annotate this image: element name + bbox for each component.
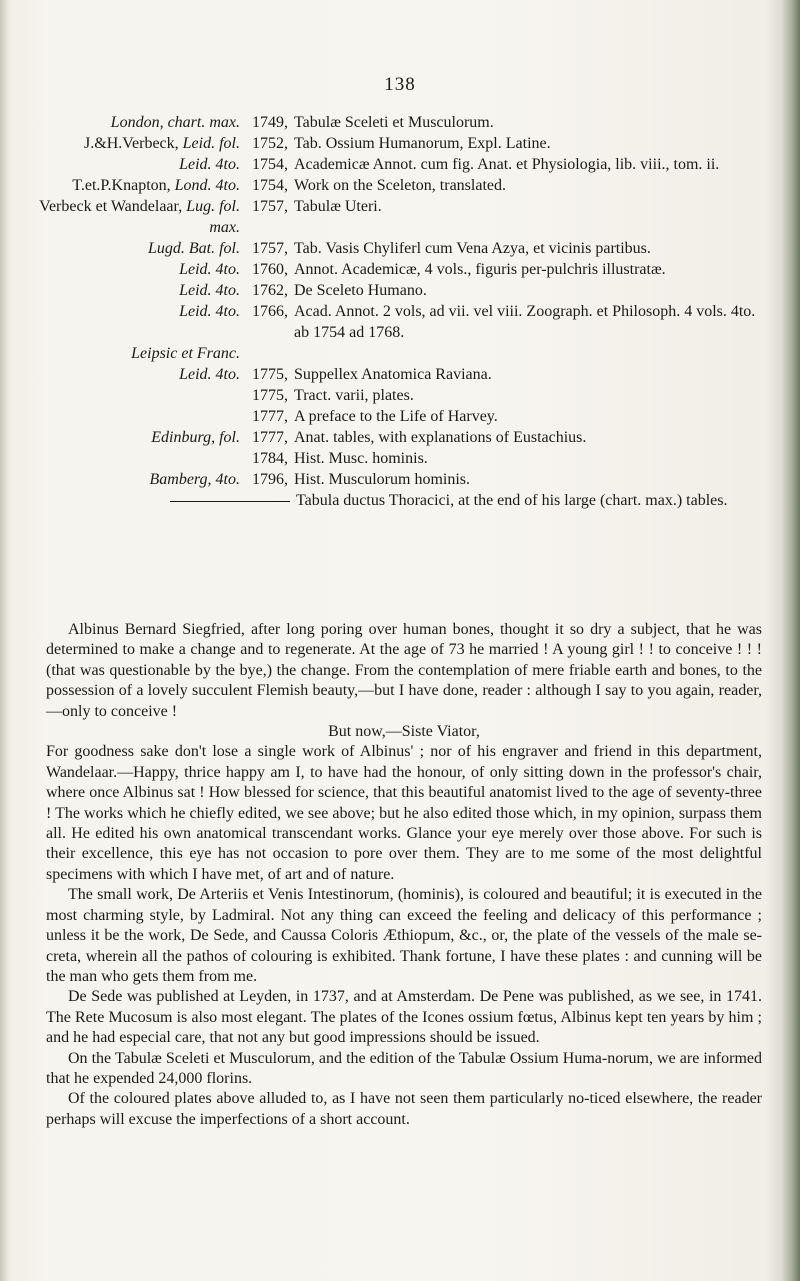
entry-year: 1775, <box>252 387 288 404</box>
entry-year: 1766, <box>252 303 288 320</box>
entry-place-text: Leid. 4to. <box>179 261 240 278</box>
entry-year: 1757, <box>252 240 288 257</box>
entry-place-text: Lugd. Bat. fol. <box>147 240 240 257</box>
paragraph: Of the coloured plates above alluded to, as I have not seen them particularly no-ticed elsewhere, the reader perhaps will excuse the imperfections of a short account. <box>46 1090 762 1128</box>
entry-place <box>30 196 240 238</box>
entry-place-text: Bamberg, 4to. <box>149 471 240 488</box>
entry-title: Hist. Musculorum hominis. <box>294 471 471 488</box>
bibliography-entry <box>30 259 770 280</box>
entry-publisher: Verbeck et Wandelaar, <box>39 198 187 215</box>
entry-year: 1777, <box>252 429 288 446</box>
tabula-dash <box>170 501 290 502</box>
entry-publisher: T.et.P.Knapton, <box>72 177 175 194</box>
entry-title: Anat. tables, with explanations of Eustachius. <box>294 429 587 446</box>
entry-place-text: Leid. 4to. <box>179 282 240 299</box>
tabula-text-content: Tabula ductus Thoracici, at the end of his large (chart. max.) tables. <box>296 492 728 509</box>
bibliography-entry <box>30 196 770 238</box>
entry-year: 1777, <box>252 408 288 425</box>
entry-title: Tabulæ Uteri. <box>294 198 382 215</box>
bibliography-entry <box>30 175 770 196</box>
body-text <box>46 620 762 1130</box>
page-left-edge <box>0 0 10 1281</box>
entry-year: 1754, <box>252 177 288 194</box>
entry-place-text: Leid. 4to. <box>179 303 240 320</box>
paragraph-centered: But now,—Siste Viator, <box>328 723 480 741</box>
entry-title: Tract. varii, plates. <box>294 387 414 404</box>
bibliography-entry <box>30 280 770 301</box>
bibliography-entry <box>30 301 770 343</box>
entry-place-text: Leid. 4to. <box>179 156 240 173</box>
entry-place <box>30 364 240 385</box>
tabula-text <box>170 490 770 511</box>
entry-place-text: Lond. 4to. <box>174 177 240 194</box>
entry-place <box>30 133 240 154</box>
entry-title: Annot. Academicæ, 4 vols., figuris per-pulchris illustratæ. <box>294 261 666 278</box>
entry-title: Suppellex Anatomica Raviana. <box>294 366 492 383</box>
entry-title: De Sceleto Humano. <box>294 282 427 299</box>
bibliography-entry <box>30 427 770 448</box>
entry-place <box>30 112 240 133</box>
entry-year: 1757, <box>252 198 288 215</box>
bibliography-entry <box>30 238 770 259</box>
tabula-line <box>30 490 770 511</box>
entry-title: Tab. Ossium Humanorum, Expl. Latine. <box>294 135 551 152</box>
entry-place-text: Leid. 4to. <box>179 366 240 383</box>
paragraph: For goodness sake don't lose a single work of Albinus' ; nor of his engraver and friend in this department, Wandelaar.—Happy, thrice happy am I, to have had the honour, of only sitting down in the professor's chair, where once Albinus sat ! How blessed for science, that this beautiful anatomist lived to the age of seventy-three ! The works which he chiefly edited, we see above; but he also edited those which, in my opinion, surpass them all. He edited his own anatomical transcendant works. Glance your eye merely over those above. For such is their excellence, this eye has not occasion to pore over them. They are to me some of the most delightful specimens with which I have met, of art and of nature. <box>46 743 762 883</box>
bibliography-entry <box>30 364 770 385</box>
entry-place-text: London, chart. max. <box>110 114 240 131</box>
page-number: 138 <box>384 74 416 95</box>
entry-place-text: Leipsic et Franc. <box>131 345 240 362</box>
bibliography-entry <box>30 469 770 490</box>
bibliography-entry <box>30 154 770 175</box>
entry-place <box>30 301 240 322</box>
entry-publisher: J.&H.Verbeck, <box>84 135 183 152</box>
entry-place <box>30 343 240 364</box>
paragraph: De Sede was published at Leyden, in 1737, and at Amsterdam. De Pene was published, as we see, in 1741. The Rete Mucosum is also most elegant. The plates of the Icones ossium fœtus, Albinus kept ten years by him ; and he had especial care, that not any but good impressions should be issued. <box>46 988 762 1047</box>
entry-year: 1784, <box>252 450 288 467</box>
bibliography-entry <box>30 448 770 469</box>
entry-title: Work on the Sceleton, translated. <box>294 177 506 194</box>
entry-place-text: Edinburg, fol. <box>151 429 240 446</box>
paragraph: On the Tabulæ Sceleti et Musculorum, and the edition of the Tabulæ Ossium Huma-norum, we are informed that he expended 24,000 florins. <box>46 1049 762 1087</box>
entry-title: A preface to the Life of Harvey. <box>294 408 498 425</box>
entry-year: 1775, <box>252 366 288 383</box>
entry-title: Academicæ Annot. cum fig. Anat. et Physiologia, lib. viii., tom. ii. <box>294 156 720 173</box>
bibliography-entry <box>30 385 770 406</box>
entry-place <box>30 469 240 490</box>
entry-year: 1796, <box>252 471 288 488</box>
entry-year: 1752, <box>252 135 288 152</box>
entry-title: Hist. Musc. hominis. <box>294 450 428 467</box>
bibliography-entry <box>30 133 770 154</box>
entry-place <box>30 427 240 448</box>
entry-place <box>30 175 240 196</box>
entry-place <box>30 238 240 259</box>
page-binding-shadow <box>766 0 800 1281</box>
entry-place <box>30 280 240 301</box>
entry-title: Acad. Annot. 2 vols, ad vii. vel viii. Zoograph. et Philosoph. 4 vols. 4to. ab 1754 ad 1768. <box>294 303 756 341</box>
bibliography-entry <box>30 406 770 427</box>
paragraph: The small work, De Arteriis et Venis Intestinorum, (hominis), is coloured and beautiful; it is executed in the most charming style, by Ladmiral. Not any thing can exceed the feeling and delicacy of this performance ; unless it be the work, De Sede, and Caussa Coloris Æthiopum, &c., or, the plate of the vessels of the male se-creta, wherein all the pathos of colouring is exhibited. Thank fortune, I have these plates : and cunning will be the man who gets them from me. <box>46 886 762 985</box>
entry-year: 1749, <box>252 114 288 131</box>
entry-place <box>30 154 240 175</box>
entry-place-text: Leid. fol. <box>182 135 240 152</box>
entry-year: 1762, <box>252 282 288 299</box>
entry-place <box>30 259 240 280</box>
entry-year: 1754, <box>252 156 288 173</box>
paragraph: Albinus Bernard Siegfried, after long poring over human bones, thought it so dry a subject, that he was determined to make a change and to regenerate. At the age of 73 he married ! A young girl ! ! to conceive ! ! ! (that was questionable by the bye,) the change. From the contemplation of mere friable earth and bones, to the possession of a lovely succulent Flemish beauty,—but I have done, reader : although I say to you again, reader,—only to conceive ! <box>46 621 762 720</box>
bibliography-list <box>30 112 770 511</box>
bibliography-entry <box>30 343 770 364</box>
entry-year: 1760, <box>252 261 288 278</box>
bibliography-entry <box>30 112 770 133</box>
entry-title: Tabulæ Sceleti et Musculorum. <box>294 114 494 131</box>
entry-place-text: Lug. fol. max. <box>186 198 240 236</box>
entry-title: Tab. Vasis Chyliferl cum Vena Azya, et vicinis partibus. <box>294 240 651 257</box>
